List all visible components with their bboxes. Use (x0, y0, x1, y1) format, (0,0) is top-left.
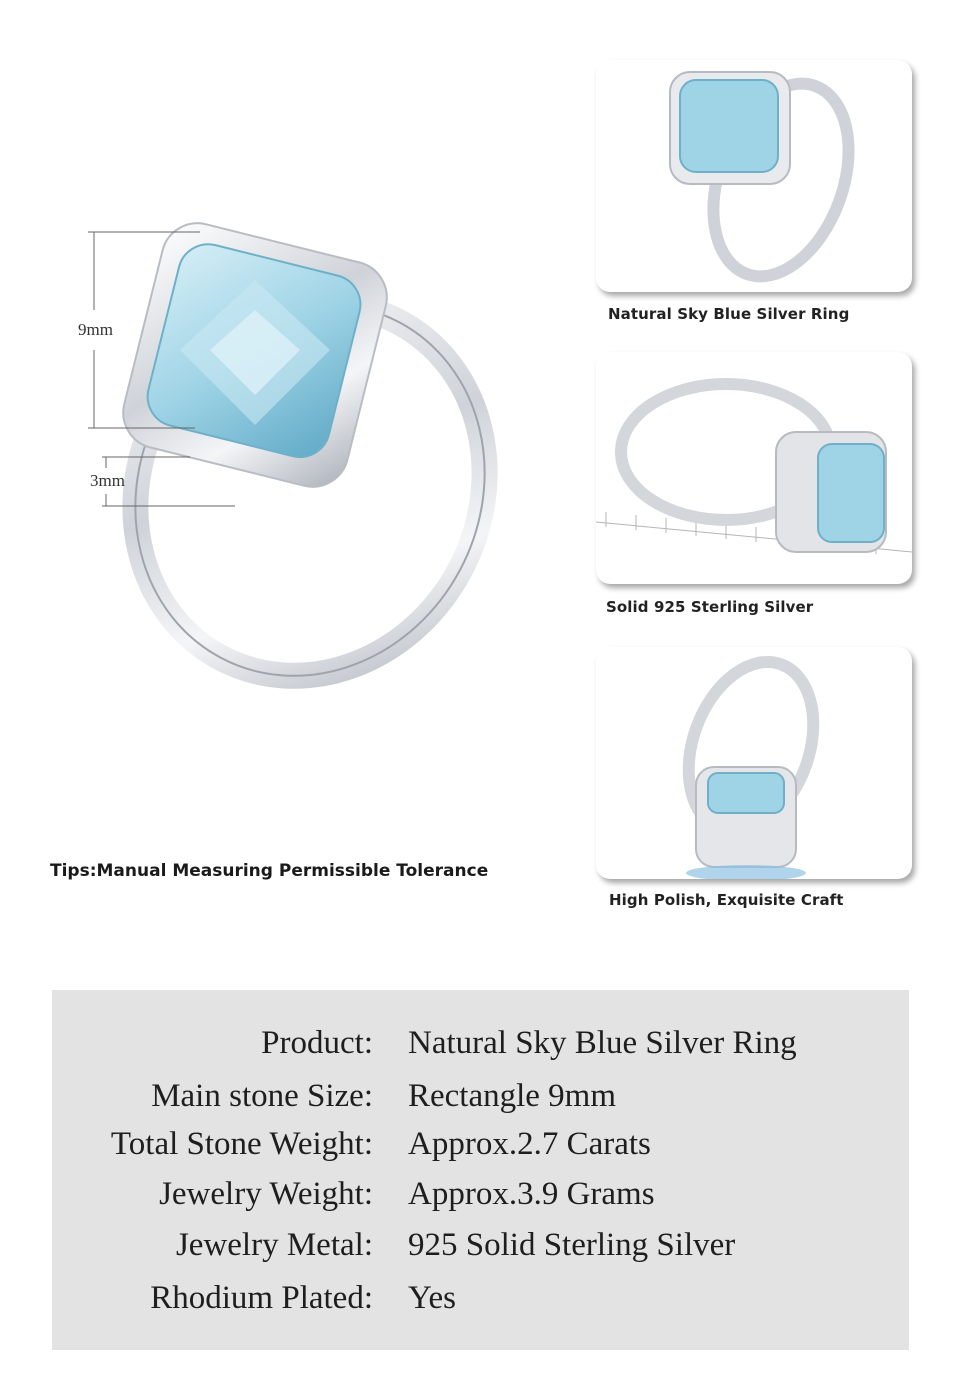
spec-row-total-stone-weight (52, 1126, 909, 1166)
spec-value: 925 Solid Sterling Silver (408, 1227, 736, 1263)
thumbnail-side-view[interactable] (596, 352, 912, 584)
thumbnail-caption: Natural Sky Blue Silver Ring (608, 305, 850, 323)
ring-illustration (60, 200, 540, 720)
spec-label: Total Stone Weight: (110, 1126, 373, 1162)
spec-label: Main stone Size: (151, 1078, 373, 1114)
main-ring-image (60, 200, 540, 720)
ring-side-icon (596, 352, 912, 584)
ring-front-icon (596, 60, 912, 292)
spec-label: Rhodium Plated: (150, 1280, 373, 1316)
spec-row-jewelry-metal (52, 1227, 909, 1267)
spec-row-jewelry-weight (52, 1176, 909, 1216)
thumbnail-front-view[interactable] (596, 60, 912, 292)
thumbnail-top-view[interactable] (596, 647, 912, 879)
spec-row-product (52, 1025, 909, 1065)
specifications-panel (52, 990, 909, 1350)
spec-row-rhodium-plated (52, 1280, 909, 1320)
spec-label: Jewelry Weight: (159, 1176, 373, 1212)
spec-label: Jewelry Metal: (175, 1227, 373, 1263)
dimension-3mm-label: 3mm (90, 471, 125, 490)
spec-value: Rectangle 9mm (408, 1078, 617, 1114)
ring-top-icon (596, 647, 912, 879)
spec-value: Approx.2.7 Carats (408, 1126, 651, 1162)
spec-value: Yes (408, 1280, 457, 1316)
thumbnail-caption: High Polish, Exquisite Craft (609, 891, 844, 909)
spec-label: Product: (261, 1025, 373, 1061)
dimension-9mm-label: 9mm (78, 320, 113, 339)
tolerance-tip: Tips:Manual Measuring Permissible Tolerance (50, 861, 489, 881)
spec-value: Approx.3.9 Grams (408, 1176, 655, 1212)
spec-value: Natural Sky Blue Silver Ring (408, 1025, 797, 1061)
thumbnail-caption: Solid 925 Sterling Silver (606, 598, 814, 616)
spec-row-main-stone-size (52, 1078, 909, 1118)
